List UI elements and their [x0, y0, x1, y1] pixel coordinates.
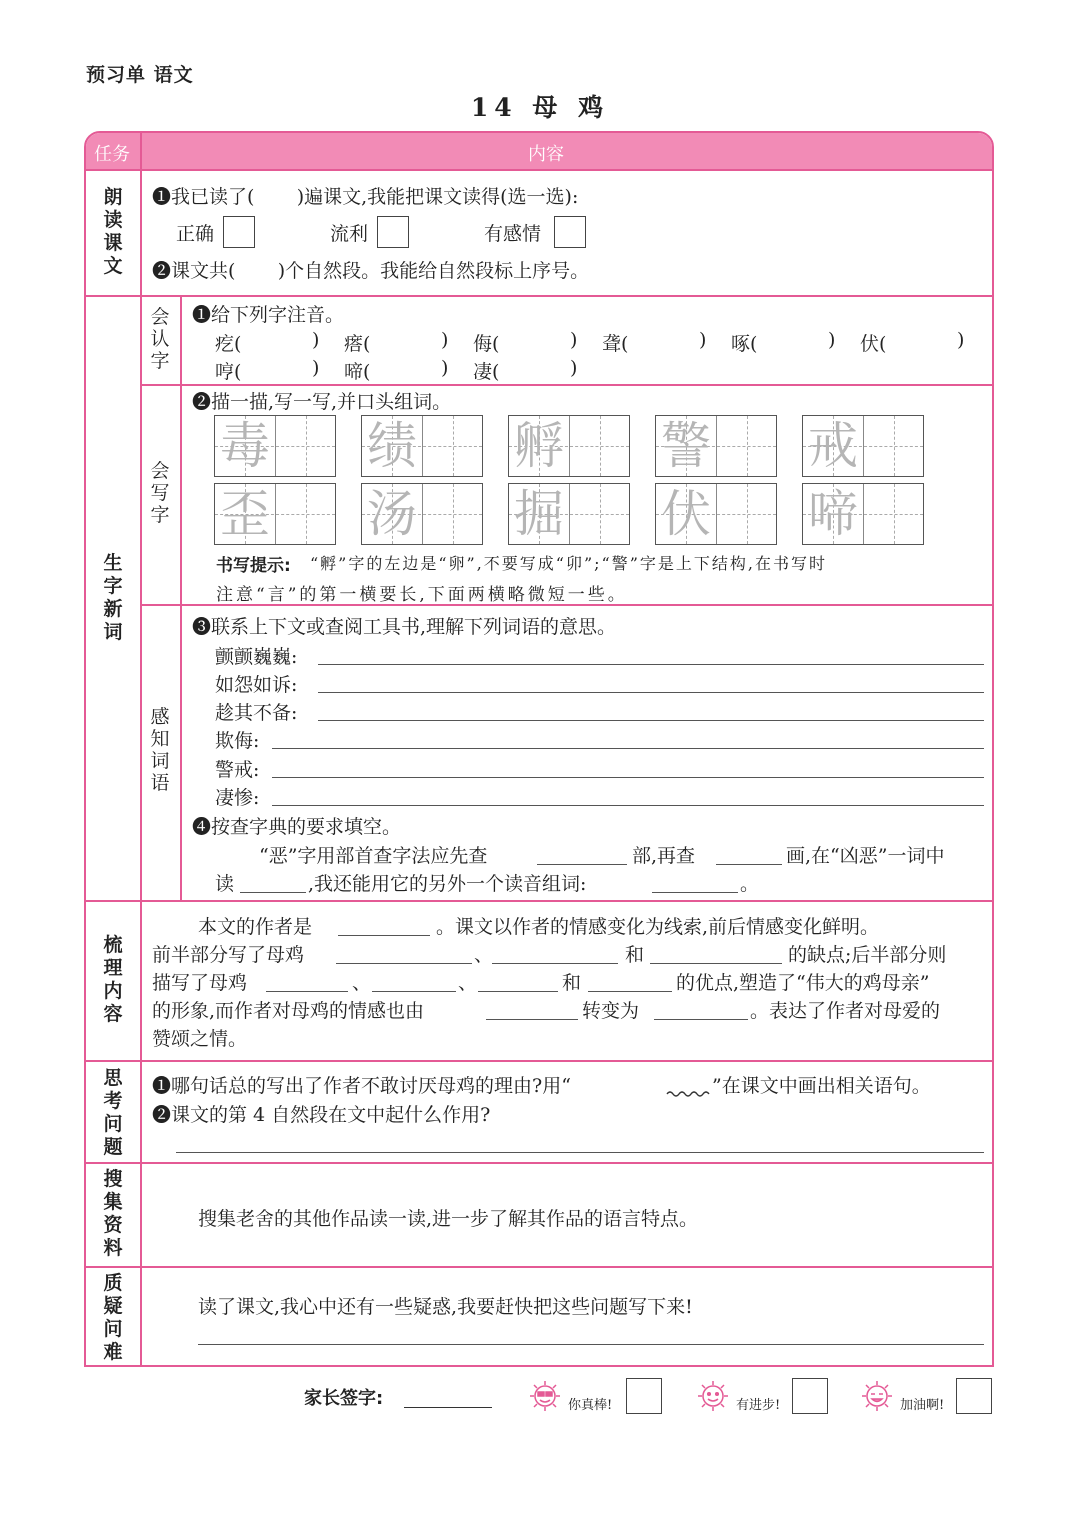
writing-cell[interactable]: [802, 415, 924, 477]
option-checkbox[interactable]: [377, 216, 409, 248]
sort-text: 。表达了作者对母爱的: [750, 1000, 941, 1022]
sort-text: 本文的作者是: [198, 916, 313, 938]
trace-character: 绩: [367, 417, 417, 475]
fill-text: ,我还能用它的另外一个读音组词:: [308, 873, 587, 895]
worksheet-label: 预习单 语文: [86, 64, 194, 86]
fill-blank[interactable]: [652, 892, 738, 893]
fill-blank[interactable]: [372, 991, 456, 992]
stamp-label: 你真棒!: [568, 1398, 613, 1413]
fill-blank[interactable]: [654, 1019, 748, 1020]
sub-recognize-label: 会认字: [150, 306, 170, 372]
trace-character: 孵: [514, 417, 564, 475]
answer-line[interactable]: [198, 1344, 984, 1345]
sun-face-cheer-icon: [860, 1379, 894, 1413]
pinyin-blank-close: ): [312, 329, 320, 351]
pinyin-blank-open: 疙(: [215, 333, 242, 355]
row-divider: [86, 1162, 992, 1164]
write-question: ❷描一描,写一写,并口头组词。: [192, 391, 452, 413]
sort-text: 的形象,而作者对母鸡的情感也由: [152, 1000, 425, 1022]
fill-blank[interactable]: [588, 991, 672, 992]
word-label: 如怨如诉:: [215, 674, 298, 696]
row-divider: [86, 295, 992, 297]
question-text: 读了课文,我心中还有一些疑惑,我要赶快把这些问题写下来!: [198, 1296, 693, 1318]
writing-cell[interactable]: [655, 415, 777, 477]
pinyin-blank-open: 瘩(: [344, 333, 371, 355]
word-label: 警戒:: [215, 759, 260, 781]
trace-character: 汤: [367, 485, 417, 543]
fill-blank[interactable]: [486, 1019, 578, 1020]
stamp-box[interactable]: [956, 1378, 992, 1414]
pinyin-blank-open: 啼(: [344, 361, 371, 383]
trace-character: 戒: [808, 417, 858, 475]
sort-text: 、: [458, 972, 478, 994]
read-q2: ❷课文共( )个自然段。我能给自然段标上序号。: [152, 260, 590, 282]
fill-blank[interactable]: [537, 864, 627, 865]
sort-text: 和: [562, 972, 582, 994]
fill-text: 读: [215, 873, 235, 895]
pinyin-blank-close: ): [570, 329, 578, 351]
pinyin-blank-open: 侮(: [473, 333, 500, 355]
writing-cell[interactable]: [361, 483, 483, 545]
pinyin-blank-close: ): [441, 329, 449, 351]
fill-blank[interactable]: [338, 935, 430, 936]
answer-line[interactable]: [272, 805, 984, 806]
pinyin-blank-close: ): [699, 329, 707, 351]
pinyin-blank-close: ): [570, 357, 578, 379]
fill-blank[interactable]: [266, 991, 348, 992]
signature-line[interactable]: [404, 1407, 492, 1408]
answer-line[interactable]: [272, 777, 984, 778]
pinyin-blank-open: 伏(: [860, 333, 887, 355]
sort-text: 。课文以作者的情感变化为线索,前后情感变化鲜明。: [436, 916, 880, 938]
sub-perceive-label: 感知词语: [150, 706, 170, 794]
stamp-box[interactable]: [626, 1378, 662, 1414]
sort-text: 转变为: [582, 1000, 640, 1022]
pinyin-blank-close: ): [441, 357, 449, 379]
word-label: 欺侮:: [215, 730, 260, 752]
sort-text: 、: [474, 944, 494, 966]
pinyin-blank-open: 哼(: [215, 361, 242, 383]
writing-cell[interactable]: [508, 415, 630, 477]
parent-sign-label: 家长签字:: [304, 1388, 384, 1409]
fill-blank[interactable]: [650, 963, 782, 964]
answer-line[interactable]: [318, 720, 984, 721]
task-question-label: 质疑问难: [103, 1272, 123, 1363]
word-label: 凄惨:: [215, 787, 260, 809]
sort-text: 和: [625, 944, 645, 966]
answer-line[interactable]: [318, 664, 984, 665]
pinyin-blank-open: 凄(: [473, 361, 500, 383]
fill-blank[interactable]: [478, 991, 558, 992]
writing-cell[interactable]: [214, 483, 336, 545]
writing-cell[interactable]: [802, 483, 924, 545]
hint-label: 书写提示:: [216, 556, 291, 576]
pinyin-blank-open: 聋(: [602, 333, 629, 355]
option-label: 正确: [176, 223, 215, 245]
fill-blank[interactable]: [492, 963, 618, 964]
row-divider: [86, 900, 992, 902]
wavy-underline-icon: [666, 1089, 710, 1099]
trace-character: 警: [661, 417, 711, 475]
writing-cell[interactable]: [655, 483, 777, 545]
read-q1: ❶我已读了( )遍课文,我能把课文读得(选一选):: [152, 186, 579, 208]
sort-text: 描写了母鸡: [152, 972, 248, 994]
fill-text: 画,在“凶恶”一词中: [786, 845, 945, 867]
think-q2: ❷课文的第 4 自然段在文中起什么作用?: [152, 1104, 491, 1126]
word-label: 颤颤巍巍:: [215, 646, 298, 668]
answer-line[interactable]: [272, 748, 984, 749]
stamp-box[interactable]: [792, 1378, 828, 1414]
pinyin-blank-close: ): [957, 329, 965, 351]
sort-text: 的优点,塑造了“伟大的鸡母亲”: [676, 972, 930, 994]
sort-text: 前半部分写了母鸡: [152, 944, 305, 966]
trace-character: 啼: [808, 485, 858, 543]
sun-face-cool-icon: [528, 1379, 562, 1413]
option-label: 有感情: [484, 223, 542, 245]
task-think-label: 思考问题: [103, 1067, 123, 1158]
pinyin-blank-close: ): [312, 357, 320, 379]
lesson-title: 14 母 鸡: [470, 93, 610, 122]
word-label: 趁其不备:: [215, 702, 298, 724]
row-divider: [86, 1266, 992, 1268]
perceive-q4: ❹按查字典的要求填空。: [192, 816, 402, 838]
trace-character: 掘: [514, 485, 564, 543]
sub-write-label: 会写字: [150, 460, 170, 526]
fill-text: 部,再查: [632, 845, 696, 867]
think-q1-end: ”在课文中画出相关语句。: [712, 1075, 931, 1097]
hint-line: “孵”字的左边是“卵”,不要写成“卯”;“警”字是上下结构,在书写时: [310, 554, 828, 573]
option-label: 流利: [330, 223, 369, 245]
trace-character: 伏: [661, 485, 711, 543]
sort-text: 赞颂之情。: [152, 1028, 248, 1050]
header-task: 任务: [94, 144, 130, 165]
pinyin-blank-open: 啄(: [731, 333, 758, 355]
hint-line: 注意“言”的第一横要长,下面两横略微短一些。: [216, 585, 628, 605]
answer-line[interactable]: [176, 1152, 984, 1153]
stamp-label: 加油啊!: [900, 1398, 945, 1413]
row-divider: [86, 1060, 992, 1062]
task-sort-label: 梳理内容: [103, 934, 123, 1025]
task-read-label: 朗读课文: [103, 186, 123, 277]
fill-blank[interactable]: [336, 963, 472, 964]
task-newchars-label: 生字新词: [103, 552, 123, 643]
task-column-divider: [140, 133, 142, 1367]
trace-character: 毒: [220, 417, 270, 475]
row-divider: [86, 169, 992, 171]
think-q1: ❶哪句话总的写出了作者不敢讨厌母鸡的理由?用“: [152, 1075, 571, 1097]
stamp-label: 有进步!: [736, 1398, 781, 1413]
writing-cell[interactable]: [361, 415, 483, 477]
option-checkbox[interactable]: [554, 216, 586, 248]
pinyin-blank-close: ): [828, 329, 836, 351]
trace-character: 歪: [220, 485, 270, 543]
sort-text: 的缺点;后半部分则: [788, 944, 947, 966]
fill-blank[interactable]: [716, 864, 782, 865]
writing-cell[interactable]: [214, 415, 336, 477]
fill-text: 。: [740, 873, 760, 895]
option-checkbox[interactable]: [223, 216, 255, 248]
collect-text: 搜集老舍的其他作品读一读,进一步了解其作品的语言特点。: [198, 1208, 699, 1230]
fill-text: “恶”字用部首查字法应先查: [259, 845, 488, 867]
answer-line[interactable]: [318, 692, 984, 693]
recognize-question: ❶给下列字注音。: [192, 304, 345, 326]
task-collect-label: 搜集资料: [103, 1168, 123, 1259]
subrow-divider: [140, 384, 992, 386]
sort-text: 、: [352, 972, 372, 994]
header-content: 内容: [528, 144, 564, 165]
fill-blank[interactable]: [240, 892, 306, 893]
perceive-q3: ❸联系上下文或查阅工具书,理解下列词语的意思。: [192, 616, 617, 638]
sun-face-smile-icon: [696, 1379, 730, 1413]
writing-cell[interactable]: [508, 483, 630, 545]
